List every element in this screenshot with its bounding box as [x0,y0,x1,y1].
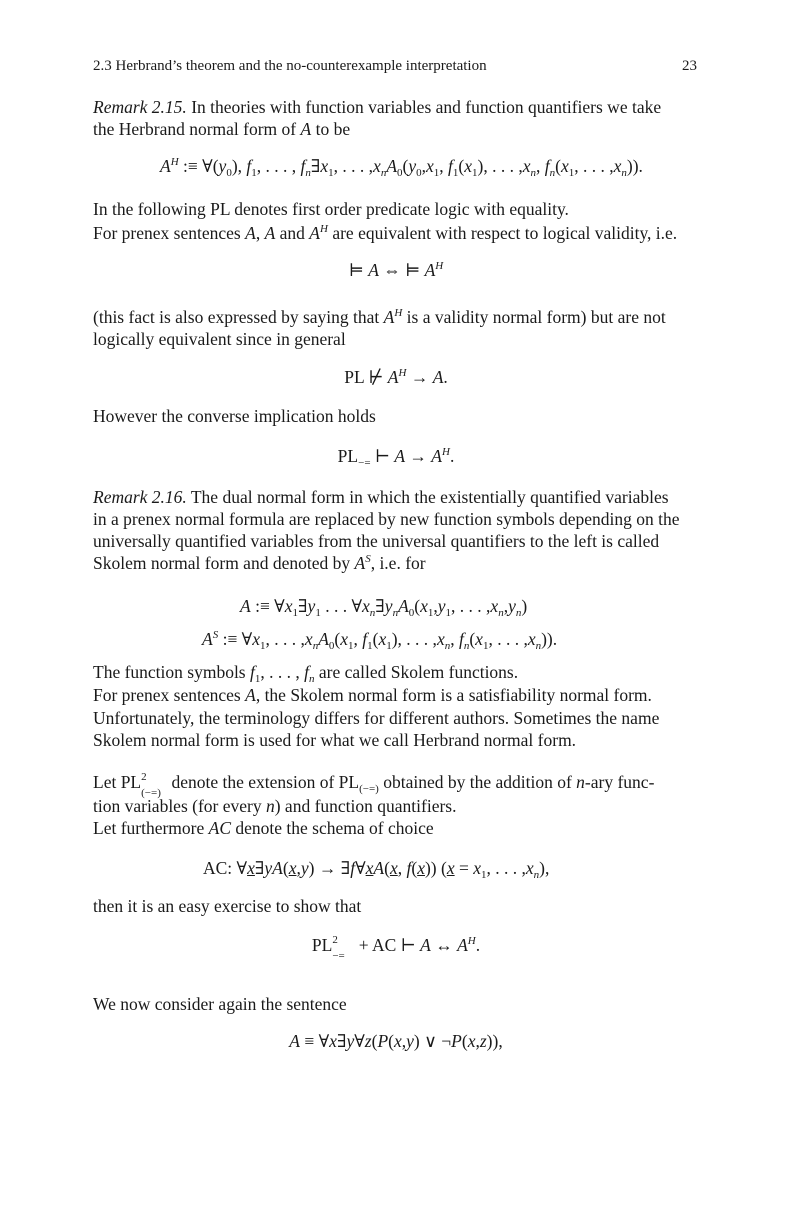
body2-line-2: tion variables (for every n) and function quantifiers. [93,796,457,816]
remark-216-line-5: The function symbols $f_1$, . . . , $f_n$ are called Skolem functions. [93,662,519,685]
remark-216-line-2: in a prenex normal formula are replaced by new function symbols depending on the [93,509,680,529]
remark-216-line-1-text: The dual normal form in which the existentially quantified variables [186,487,669,507]
remark-216-line-3: universally quantified variables from the universal quantifiers to the left is called [93,531,660,551]
herbrand-normal-form-formula: $A^H$ :≡ $\forall(y_0)$, $f_1$, . . . , $f_n\exists x_1$, . . . $,x_nA_0(y_0,x_1$, $f_1(x_1)$, . . . $,x_n$, $f_n(x_1$, . . . $,x_n$)). [160,156,643,179]
remark-215-label: Remark 2.15. [93,97,187,117]
skolem-prenex-formula: A :≡ $\forall x_1\exists y_1$ . . . $\forall x_n\exists y_nA_0(x_1,y_1$, . . . $,x_n,y_n$) [240,596,528,619]
remark-215-line-1 [93,96,699,118]
axiom-of-choice-formula: AC: ∀x∃yA(x,y) → ∃f∀xA(x, f(x)) ($x = x_1$, . . . $,x_n$), [203,858,550,881]
remark-215-line-2: the Herbrand normal form of A to be [93,119,351,139]
body2-line-1: Let PL 2 (−=) denote the extension of $PL_{(-=)}$ obtained by the addition of n-ary func- [93,771,655,799]
example-sentence-formula: A ≡ ∀x∃y∀z(P(x,y) ∨ ¬P(x,z)), [289,1031,503,1051]
remark-216-line-6: For prenex sentences A, the Skolem normal form is a satisfiability normal form. [93,685,652,705]
running-header [93,58,697,80]
remark-215-line-1-text: In theories with function variables and function quantifiers we take [186,97,662,117]
remark-216-line-8: Skolem normal form is used for what we call Herbrand normal form. [93,730,577,750]
body-line-validity-normal-form: (this fact is also expressed by saying that $A^H$ is a validity normal form) but are not [93,307,666,327]
validity-formula: ⊨ A ⇔ ⊨ $A^H$ [348,260,444,280]
body2-line-5: We now consider again the sentence [93,994,347,1014]
body-line-pl: In the following PL denotes first order predicate logic with equality. [93,199,569,219]
body-line-converse: However the converse implication holds [93,406,376,426]
body-line-prenex: For prenex sentences A, A and $A^H$ are equivalent with respect to logical validity, i.e. [93,223,678,243]
remark-216-line-7: Unfortunately, the terminology differs for different authors. Sometimes the name [93,708,660,728]
ac-equivalence-formula: PL 2 −= + AC ⊢ A ↔ $A^H$. [311,934,481,962]
body-line-logically: logically equivalent since in general [93,329,346,349]
skolem-normal-form-formula: $A^S$ :≡ $\forall x_1$, . . . $,x_nA_0(x_1$, $f_1(x_1)$, . . . $,x_n$, $f_n(x_1$, . . . $,x_n$)). [202,629,558,652]
remark-216-line-1 [93,486,699,508]
section-title: 2.3 Herbrand’s theorem and the no-counterexample interpretation [93,58,487,74]
remark-216-line-4: Skolem normal form and denoted by $A^S$, i.e. for [93,553,426,573]
body2-line-4: then it is an easy exercise to show that [93,896,362,916]
body2-line-3: Let furthermore AC denote the schema of choice [93,818,434,838]
non-implication-formula: PL ⊬ $A^H \to A$. [344,367,448,387]
converse-formula: $PL_{-=}$ ⊢ $A \to A^H$. [337,446,455,469]
remark-216-label: Remark 2.16. [93,487,187,507]
page-number: 23 [682,58,697,74]
